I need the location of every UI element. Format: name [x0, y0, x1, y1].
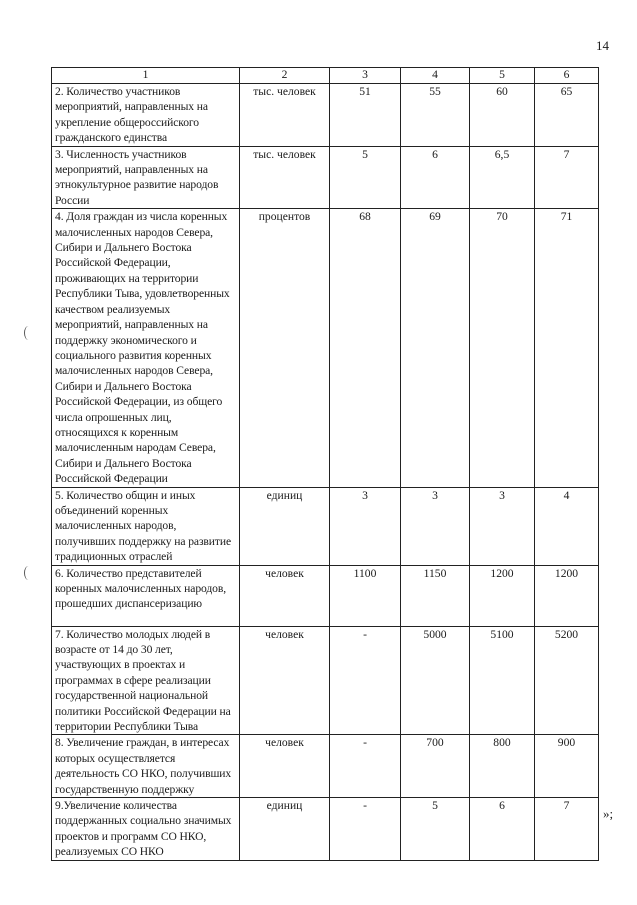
indicator-value: 800 — [470, 735, 535, 798]
indicator-value: 3 — [470, 487, 535, 565]
indicator-value: 700 — [401, 735, 470, 798]
indicators-table-container — [51, 67, 598, 861]
indicator-value: 7 — [535, 146, 599, 209]
table-row — [52, 84, 599, 147]
indicator-value: - — [330, 626, 401, 735]
indicator-unit: тыс. человек — [240, 146, 330, 209]
column-number: 4 — [401, 68, 470, 84]
column-number: 5 — [470, 68, 535, 84]
indicator-name: 8. Увеличение граждан, в интересах которых осуществляется деятельность СО НКО, получивших государственную поддержку — [52, 735, 240, 798]
column-number: 3 — [330, 68, 401, 84]
table-row — [52, 209, 599, 487]
column-number: 2 — [240, 68, 330, 84]
table-row — [52, 626, 599, 735]
indicator-unit: человек — [240, 565, 330, 626]
indicator-value: 65 — [535, 84, 599, 147]
indicator-value: 4 — [535, 487, 599, 565]
indicator-unit: процентов — [240, 209, 330, 487]
table-row — [52, 735, 599, 798]
indicator-value: 55 — [401, 84, 470, 147]
binding-mark — [24, 566, 33, 580]
indicators-table — [51, 67, 599, 861]
indicator-value: 3 — [401, 487, 470, 565]
indicator-name: 4. Доля граждан из числа коренных малочисленных народов Севера, Сибири и Дальнего Востока Российской Федерации, проживающих на территории Республики Тыва, удовлетворенных качеством реализуемых мероприятий, направленных на поддержку экономического и социального развития коренных малочисленных народов Севера, Сибири и Дальнего Востока Российской Федерации, из общего числа опрошенных лиц, относящихся к коренным малочисленным народам Севера, Сибири и Дальнего Востока Российской Федерации — [52, 209, 240, 487]
table-row — [52, 487, 599, 565]
closing-quote-mark: »; — [603, 806, 614, 821]
indicator-value: - — [330, 798, 401, 861]
indicator-value: 1100 — [330, 565, 401, 626]
indicator-value: 6 — [401, 146, 470, 209]
indicator-value: 70 — [470, 209, 535, 487]
indicator-value: 7 — [535, 798, 599, 861]
indicator-value: 5 — [330, 146, 401, 209]
indicator-name: 6. Количество представителей коренных малочисленных народов, прошедших диспансеризацию — [52, 565, 240, 626]
indicator-name: 7. Количество молодых людей в возрасте от 14 до 30 лет, участвующих в проектах и программах в сфере реализации государственной национальной политики Российской Федерации на территории Республики Тыва — [52, 626, 240, 735]
indicator-unit: тыс. человек — [240, 84, 330, 147]
column-number-row — [52, 68, 599, 84]
indicator-value: 68 — [330, 209, 401, 487]
indicator-value: 1200 — [470, 565, 535, 626]
table-row — [52, 798, 599, 861]
table-row — [52, 146, 599, 209]
table-row — [52, 565, 599, 626]
binding-mark — [24, 326, 33, 340]
indicator-unit: единиц — [240, 798, 330, 861]
indicator-value: 6,5 — [470, 146, 535, 209]
indicator-value: - — [330, 735, 401, 798]
indicator-name: 5. Количество общин и иных объединений коренных малочисленных народов, получивших поддержку на развитие традиционных отраслей — [52, 487, 240, 565]
indicator-value: 5100 — [470, 626, 535, 735]
column-number: 1 — [52, 68, 240, 84]
indicator-value: 900 — [535, 735, 599, 798]
indicator-value: 1200 — [535, 565, 599, 626]
indicator-unit: человек — [240, 735, 330, 798]
indicator-value: 5 — [401, 798, 470, 861]
page-number: 14 — [596, 38, 609, 53]
indicator-value: 6 — [470, 798, 535, 861]
indicator-value: 71 — [535, 209, 599, 487]
indicator-value: 5200 — [535, 626, 599, 735]
indicator-value: 1150 — [401, 565, 470, 626]
indicator-name: 3. Численность участников мероприятий, направленных на этнокультурное развитие народов России — [52, 146, 240, 209]
indicator-value: 3 — [330, 487, 401, 565]
indicator-unit: человек — [240, 626, 330, 735]
indicator-name: 9.Увеличение количества поддержанных социально значимых проектов и программ СО НКО, реализуемых СО НКО — [52, 798, 240, 861]
indicator-value: 60 — [470, 84, 535, 147]
indicator-name: 2. Количество участников мероприятий, направленных на укрепление общероссийского гражданского единства — [52, 84, 240, 147]
indicator-value: 69 — [401, 209, 470, 487]
indicator-unit: единиц — [240, 487, 330, 565]
indicator-value: 5000 — [401, 626, 470, 735]
indicator-value: 51 — [330, 84, 401, 147]
column-number: 6 — [535, 68, 599, 84]
